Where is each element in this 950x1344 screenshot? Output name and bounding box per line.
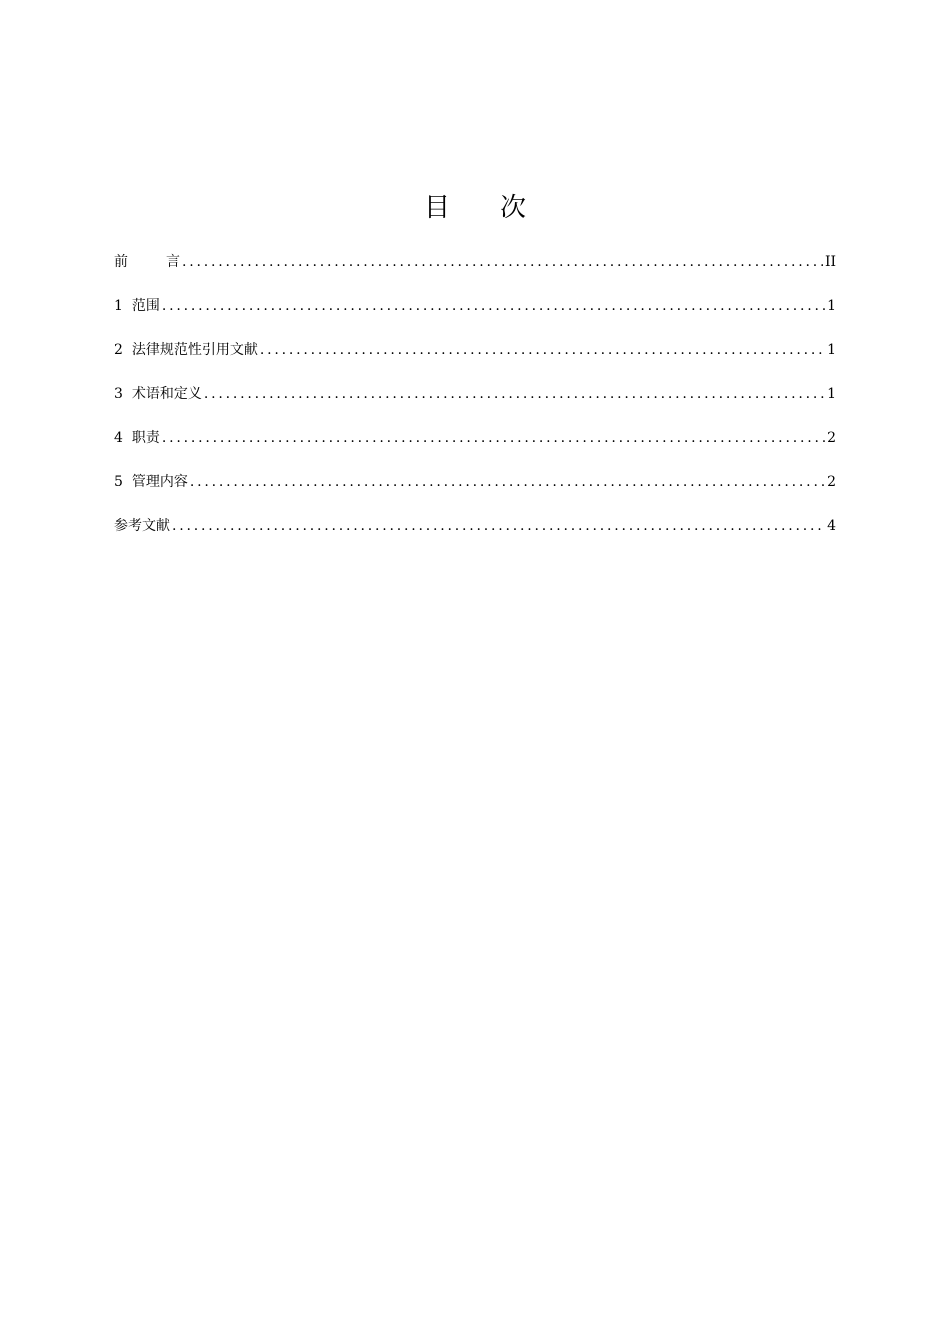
toc-dot-leader <box>204 382 825 406</box>
toc-entry-page: II <box>824 254 836 270</box>
toc-entry-label: 术语和定义 <box>131 386 202 402</box>
toc-entry-number: 1 <box>114 298 123 314</box>
table-of-contents <box>114 250 836 558</box>
toc-entry-label: 法律规范性引用文献 <box>131 342 258 358</box>
toc-entry-number: 5 <box>114 474 123 490</box>
toc-dot-leader <box>260 338 825 362</box>
toc-entry-label: 管理内容 <box>131 474 188 490</box>
toc-entry-bibliography[interactable] <box>114 514 836 558</box>
toc-entry-label: 职责 <box>131 430 160 446</box>
toc-entry-page: 2 <box>827 474 836 490</box>
toc-entry-number: 3 <box>114 386 123 402</box>
toc-entry-responsibilities[interactable] <box>114 426 836 470</box>
toc-entry-terms[interactable] <box>114 382 836 426</box>
toc-entry-number: 2 <box>114 342 123 358</box>
toc-entry-label: 前 言 <box>114 254 180 270</box>
toc-entry-management-content[interactable] <box>114 470 836 514</box>
title-char-2: 次 <box>500 193 527 223</box>
toc-dot-leader <box>162 426 825 450</box>
toc-entry-page: 2 <box>827 430 836 446</box>
toc-entry-scope[interactable] <box>114 294 836 338</box>
title-char-1: 目 <box>423 193 450 223</box>
toc-dot-leader <box>190 470 825 494</box>
toc-entry-page: 1 <box>827 386 836 402</box>
toc-entry-normative-references[interactable] <box>114 338 836 382</box>
toc-dot-leader <box>172 514 825 538</box>
page-title <box>0 190 950 226</box>
toc-entry-page: 1 <box>827 342 836 358</box>
toc-entry-label: 参考文献 <box>114 518 170 534</box>
toc-entry-preface[interactable] <box>114 250 836 294</box>
toc-entry-label: 范围 <box>131 298 160 314</box>
toc-dot-leader <box>182 250 823 274</box>
toc-entry-page: 1 <box>827 298 836 314</box>
toc-dot-leader <box>162 294 825 318</box>
toc-entry-number: 4 <box>114 430 123 446</box>
toc-entry-page: 4 <box>827 518 836 534</box>
